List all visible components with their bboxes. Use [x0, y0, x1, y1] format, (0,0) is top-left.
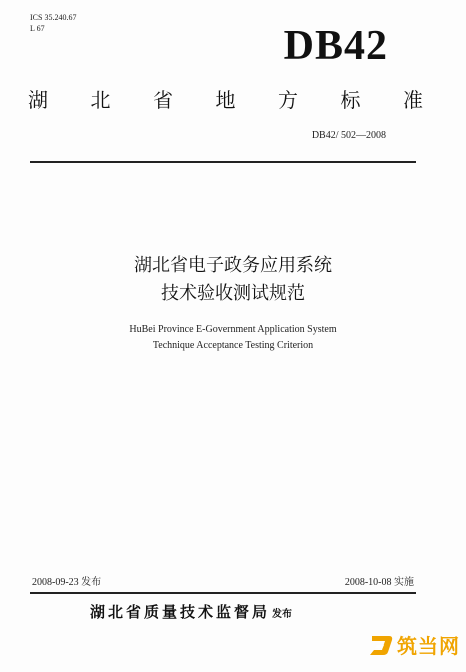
issuer-name: 湖北省质量技术监督局: [90, 603, 271, 621]
implement-date: 2008-10-08 实施: [344, 577, 414, 588]
watermark: [369, 630, 460, 659]
title-english-line1: HuBei Province E-Government Application System: [129, 324, 337, 335]
issuing-authority: [90, 601, 292, 622]
top-divider: [30, 161, 416, 163]
bottom-divider: [30, 592, 416, 594]
title-chinese-line1: 湖北省电子政务应用系统: [134, 255, 332, 276]
standard-type-char: 北: [90, 88, 111, 112]
class-code: L 67: [30, 24, 45, 33]
issue-date: 2008-09-23 发布: [32, 577, 102, 588]
issuer-suffix: 发布: [272, 609, 293, 620]
standard-type-char: 省: [153, 88, 173, 112]
standard-type-char: 方: [278, 88, 298, 112]
watermark-text: 筑当网: [397, 634, 460, 658]
classification-codes: [30, 12, 76, 34]
standard-type-char: 地: [215, 88, 236, 112]
title-chinese-line2: 技术验收测试规范: [161, 283, 305, 304]
standard-number: DB42/ 502—2008: [311, 130, 386, 141]
standard-type-char: 湖: [28, 88, 48, 112]
watermark-logo-icon: [369, 633, 395, 657]
standard-type-title: [28, 84, 423, 113]
db-code: DB42: [283, 23, 388, 69]
ics-code: ICS 35.240.67: [30, 13, 77, 22]
standard-type-char: 准: [403, 88, 423, 112]
title-english-line2: Technique Acceptance Testing Criterion: [152, 340, 314, 351]
standard-type-char: 标: [340, 88, 361, 112]
